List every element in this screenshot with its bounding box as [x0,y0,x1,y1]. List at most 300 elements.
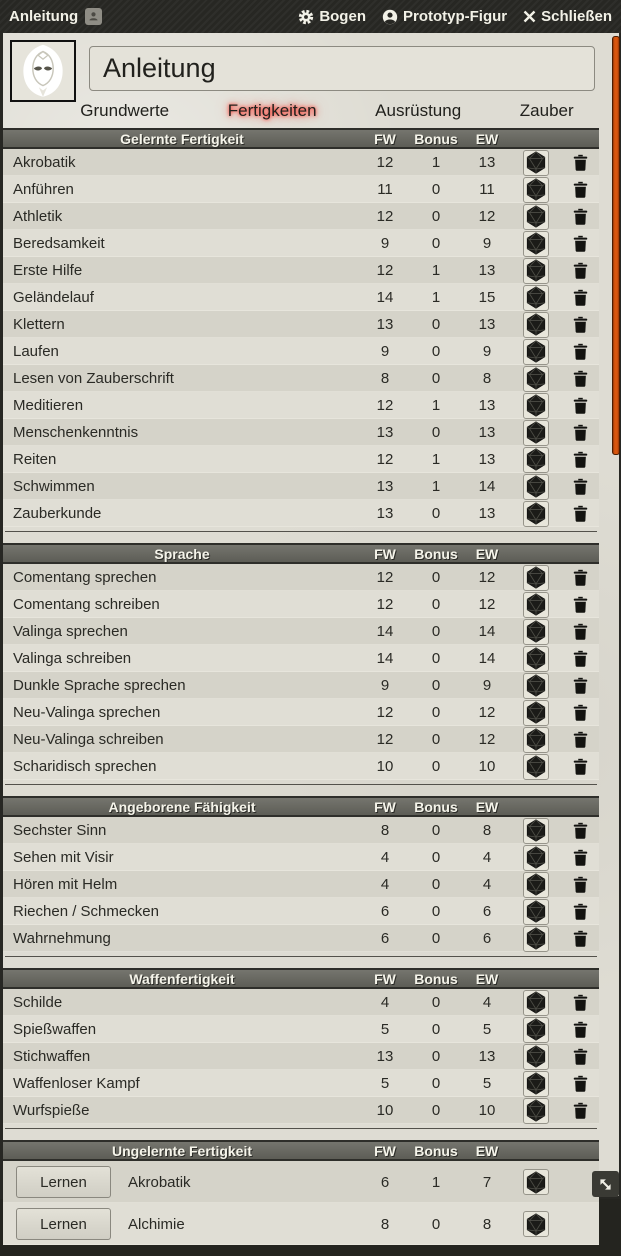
fw-value: 9 [380,343,390,360]
fw-value: 6 [380,903,390,920]
fw-value: 4 [380,849,390,866]
skill-name: Schilde [13,994,63,1011]
roll-dice-button[interactable] [523,872,549,898]
trash-icon [573,596,588,613]
roll-dice-button[interactable] [523,990,549,1016]
roll-dice-button[interactable] [523,447,549,473]
bonus-value: 0 [431,343,441,360]
delete-skill-button[interactable] [573,849,588,866]
skill-row [3,564,599,591]
d20-dice-icon [525,1171,547,1194]
delete-skill-button[interactable] [573,1021,588,1038]
fw-value: 12 [376,731,394,748]
d20-dice-icon [525,367,547,390]
skill-row [3,338,599,365]
skill-name: Comentang schreiben [13,596,160,613]
skill-name: Valinga schreiben [13,650,132,667]
skill-row [3,989,599,1016]
fw-value: 13 [376,478,394,495]
skill-name: Laufen [13,343,59,360]
d20-dice-icon [525,502,547,525]
skill-row [3,699,599,726]
roll-dice-button[interactable] [523,312,549,338]
trash-icon [573,154,588,171]
fw-value: 8 [380,1215,390,1233]
skill-row [3,817,599,844]
delete-skill-button[interactable] [573,235,588,252]
roll-dice-button[interactable] [523,845,549,871]
d20-dice-icon [525,701,547,724]
character-sheet-icon [85,8,102,25]
delete-skill-button[interactable] [573,596,588,613]
ew-value: 5 [482,1075,492,1092]
d20-dice-icon [525,728,547,751]
skill-name: Spießwaffen [13,1021,97,1038]
skill-name: Valinga sprechen [13,623,128,640]
skill-name: Geländelauf [13,289,94,306]
ew-value: 13 [478,424,496,441]
d20-dice-icon [525,448,547,471]
fw-value: 6 [380,1173,390,1191]
trash-icon [573,650,588,667]
trash-icon [573,903,588,920]
ew-value: 9 [482,235,492,252]
skill-row [3,392,599,419]
delete-skill-button[interactable] [573,1102,588,1119]
skill-row [3,898,599,925]
skill-sections [3,128,599,1256]
delete-skill-button[interactable] [573,289,588,306]
skill-row [3,726,599,753]
d20-dice-icon [525,232,547,255]
skill-row [3,871,599,898]
skill-row [3,203,599,230]
skill-row [3,672,599,699]
fw-value: 5 [380,1075,390,1092]
skill-section [3,968,599,1129]
skill-name: Athletik [13,208,63,225]
fw-value: 4 [380,994,390,1011]
col-ew: EW [475,1142,499,1159]
table-end-divider [5,1128,597,1129]
roll-dice-button[interactable] [523,258,549,284]
bonus-value: 0 [431,903,441,920]
ew-value: 13 [478,505,496,522]
delete-skill-button[interactable] [573,478,588,495]
d20-dice-icon [525,475,547,498]
delete-skill-button[interactable] [573,505,588,522]
delete-skill-button[interactable] [573,262,588,279]
trash-icon [573,822,588,839]
roll-dice-button[interactable] [523,339,549,365]
d20-dice-icon [525,620,547,643]
ew-value: 13 [478,316,496,333]
roll-dice-button[interactable] [523,1169,549,1195]
fw-value: 12 [376,397,394,414]
window-title: Anleitung [9,8,79,25]
skill-row [3,1043,599,1070]
skill-row [3,311,599,338]
d20-dice-icon [525,819,547,842]
ew-value: 4 [482,849,492,866]
delete-skill-button[interactable] [573,1048,588,1065]
trash-icon [573,994,588,1011]
skill-name: Zauberkunde [13,505,102,522]
roll-dice-button[interactable] [523,1098,549,1124]
roll-dice-button[interactable] [523,619,549,645]
trash-icon [573,849,588,866]
bonus-value: 0 [431,930,441,947]
skill-row [3,473,599,500]
roll-dice-button[interactable] [523,1211,549,1237]
table-header [3,968,599,989]
skill-name: Dunkle Sprache sprechen [13,677,186,694]
skill-name: Reiten [13,451,57,468]
trash-icon [573,316,588,333]
d20-dice-icon [525,927,547,950]
col-fw: FW [374,970,396,987]
bonus-value: 0 [431,758,441,775]
trash-icon [573,930,588,947]
delete-skill-button[interactable] [573,451,588,468]
d20-dice-icon [525,259,547,282]
col-ew: EW [475,545,499,562]
roll-dice-button[interactable] [523,646,549,672]
delete-skill-button[interactable] [573,876,588,893]
roll-dice-button[interactable] [523,1071,549,1097]
roll-dice-button[interactable] [523,727,549,753]
delete-skill-button[interactable] [573,316,588,333]
skill-name: Erste Hilfe [13,262,83,279]
ew-value: 4 [482,994,492,1011]
bonus-value: 0 [431,505,441,522]
skill-section [3,796,599,957]
delete-skill-button[interactable] [573,424,588,441]
close-icon [523,10,536,23]
ew-value: 10 [478,1102,496,1119]
skill-name: Hören mit Helm [13,876,118,893]
d20-dice-icon [525,421,547,444]
skill-row [3,753,599,780]
ew-value: 12 [478,208,496,225]
skill-row [3,925,599,952]
col-fw: FW [374,798,396,815]
fw-value: 12 [376,208,394,225]
roll-dice-button[interactable] [523,926,549,952]
delete-skill-button[interactable] [573,704,588,721]
ew-value: 15 [478,289,496,306]
roll-dice-button[interactable] [523,366,549,392]
tab-fertigkeiten[interactable]: Fertigkeiten [227,101,317,120]
trash-icon [573,623,588,640]
fw-value: 12 [376,569,394,586]
roll-dice-button[interactable] [523,393,549,419]
fw-value: 11 [377,181,393,198]
trash-icon [573,731,588,748]
ew-value: 12 [478,704,496,721]
skill-name: Waffenloser Kampf [13,1075,140,1092]
delete-skill-button[interactable] [573,677,588,694]
trash-icon [573,1102,588,1119]
roll-dice-button[interactable] [523,474,549,500]
delete-skill-button[interactable] [573,731,588,748]
d20-dice-icon [525,340,547,363]
figure-button[interactable]: Prototyp-Figur [382,8,507,25]
trash-icon [573,370,588,387]
skill-row [3,1161,599,1203]
skill-name: Comentang sprechen [13,569,157,586]
skill-row [3,446,599,473]
trash-icon [573,397,588,414]
character-name-input[interactable] [89,46,595,91]
skill-name: Beredsamkeit [13,235,105,252]
table-end-divider [5,956,597,957]
d20-dice-icon [525,900,547,923]
skill-row [3,1016,599,1043]
ew-value: 8 [482,1215,492,1233]
sheet-button[interactable]: Bogen [298,8,366,25]
trash-icon [573,758,588,775]
skill-name: Klettern [13,316,65,333]
fw-value: 12 [376,704,394,721]
col-bonus: Bonus [414,130,458,147]
fw-value: 4 [380,876,390,893]
trash-icon [573,289,588,306]
d20-dice-icon [525,205,547,228]
delete-skill-button[interactable] [573,343,588,360]
skill-row [3,149,599,176]
trash-icon [573,424,588,441]
roll-dice-button[interactable] [523,673,549,699]
section-title: Angeborene Fähigkeit [108,798,256,815]
ew-value: 13 [478,397,496,414]
roll-dice-button[interactable] [523,818,549,844]
d20-dice-icon [525,286,547,309]
diagonal-arrows-icon [597,1176,614,1193]
skill-name: Neu-Valinga sprechen [13,704,161,721]
section-title: Waffenfertigkeit [129,970,235,987]
ew-value: 4 [482,876,492,893]
roll-dice-button[interactable] [523,700,549,726]
close-button[interactable]: Schließen [523,8,612,25]
delete-skill-button[interactable] [573,208,588,225]
ew-value: 13 [478,1048,496,1065]
fw-value: 9 [380,677,390,694]
skill-name: Wahrnehmung [13,930,111,947]
trash-icon [573,181,588,198]
bonus-value: 0 [431,370,441,387]
skill-name: Scharidisch sprechen [13,758,157,775]
bonus-value: 0 [431,181,441,198]
fw-value: 13 [376,424,394,441]
roll-dice-button[interactable] [523,501,549,527]
skill-name: Menschenkenntnis [13,424,139,441]
skill-name: Neu-Valinga schreiben [13,731,164,748]
character-header [3,33,619,128]
character-sheet-panel [0,33,621,1233]
trash-icon [573,1048,588,1065]
delete-skill-button[interactable] [573,650,588,667]
bonus-value: 0 [431,424,441,441]
roll-dice-button[interactable] [523,177,549,203]
d20-dice-icon [525,151,547,174]
skill-name: Anführen [13,181,74,198]
skill-name: Akrobatik [13,154,76,171]
roll-dice-button[interactable] [523,231,549,257]
skill-name: Stichwaffen [13,1048,91,1065]
roll-dice-button[interactable] [523,285,549,311]
ew-value: 12 [478,569,496,586]
roll-dice-button[interactable] [523,1044,549,1070]
skill-name: Sechster Sinn [13,822,107,839]
roll-dice-button[interactable] [523,899,549,925]
skill-row [3,230,599,257]
delete-skill-button[interactable] [573,154,588,171]
scrollbar-thumb[interactable] [612,36,620,455]
section-title: Ungelernte Fertigkeit [111,1142,253,1159]
table-header [3,128,599,149]
trash-icon [573,451,588,468]
bonus-value: 1 [431,154,441,171]
table-header [3,796,599,817]
skill-row [3,419,599,446]
skill-name: Schwimmen [13,478,95,495]
delete-skill-button[interactable] [573,370,588,387]
tab-ausrüstung[interactable]: Ausrüstung [375,101,462,120]
delete-skill-button[interactable] [573,903,588,920]
ew-value: 13 [478,154,496,171]
d20-dice-icon [525,566,547,589]
col-fw: FW [374,1142,396,1159]
bonus-value: 0 [431,677,441,694]
resize-handle[interactable] [592,1171,619,1197]
tab-zauber[interactable]: Zauber [519,101,574,120]
trash-icon [573,1075,588,1092]
section-title: Gelernte Fertigkeit [120,130,244,147]
bonus-value: 0 [431,623,441,640]
bonus-value: 0 [431,208,441,225]
d20-dice-icon [525,674,547,697]
d20-dice-icon [525,873,547,896]
roll-dice-button[interactable] [523,1017,549,1043]
fw-value: 13 [376,505,394,522]
delete-skill-button[interactable] [573,994,588,1011]
fw-value: 6 [380,930,390,947]
bonus-value: 0 [431,822,441,839]
delete-skill-button[interactable] [573,822,588,839]
skill-name: Riechen / Schmecken [13,903,159,920]
table-end-divider [5,531,597,532]
ew-value: 13 [478,451,496,468]
skill-name: Alchimie [128,1215,185,1233]
bonus-value: 0 [431,994,441,1011]
roll-dice-button[interactable] [523,420,549,446]
delete-skill-button[interactable] [573,758,588,775]
gear-icon [298,9,314,25]
table-header [3,543,599,564]
delete-skill-button[interactable] [573,569,588,586]
skill-row [3,1097,599,1124]
tab-bar [3,99,603,123]
tab-grundwerte[interactable]: Grundwerte [80,101,170,120]
learn-button[interactable]: Lernen [16,1208,111,1240]
bonus-value: 0 [431,1021,441,1038]
fw-value: 9 [380,235,390,252]
d20-dice-icon [525,1072,547,1095]
skill-row [3,176,599,203]
bonus-value: 0 [431,731,441,748]
ew-value: 8 [482,370,492,387]
ew-value: 7 [482,1173,492,1191]
fw-value: 8 [380,822,390,839]
delete-skill-button[interactable] [573,623,588,640]
trash-icon [573,677,588,694]
col-ew: EW [475,130,499,147]
delete-skill-button[interactable] [573,397,588,414]
d20-dice-icon [525,593,547,616]
roll-dice-button[interactable] [523,565,549,591]
skill-row [3,284,599,311]
d20-dice-icon [525,647,547,670]
d20-dice-icon [525,394,547,417]
col-ew: EW [475,798,499,815]
fw-value: 12 [376,596,394,613]
delete-skill-button[interactable] [573,930,588,947]
skill-name: Meditieren [13,397,84,414]
fw-value: 13 [376,1048,394,1065]
bonus-value: 0 [431,316,441,333]
skill-row [3,365,599,392]
skill-section [3,128,599,532]
trash-icon [573,343,588,360]
skill-row [3,618,599,645]
delete-skill-button[interactable] [573,181,588,198]
ew-value: 14 [478,478,496,495]
trash-icon [573,876,588,893]
ew-value: 8 [482,822,492,839]
ew-value: 13 [478,262,496,279]
bonus-value: 0 [431,1075,441,1092]
section-title: Sprache [154,545,210,562]
ew-value: 6 [482,930,492,947]
d20-dice-icon [525,1099,547,1122]
roll-dice-button[interactable] [523,592,549,618]
skill-section [3,543,599,785]
delete-skill-button[interactable] [573,1075,588,1092]
fw-value: 14 [376,650,394,667]
d20-dice-icon [525,1213,547,1236]
fw-value: 13 [376,316,394,333]
ew-value: 9 [482,343,492,360]
col-bonus: Bonus [414,798,458,815]
d20-dice-icon [525,313,547,336]
bonus-value: 0 [431,650,441,667]
col-bonus: Bonus [414,545,458,562]
fw-value: 10 [376,758,394,775]
skill-row [3,591,599,618]
col-bonus: Bonus [414,1142,458,1159]
skill-name: Wurfspieße [13,1102,90,1119]
skill-name: Lesen von Zauberschrift [13,370,174,387]
learn-button[interactable]: Lernen [16,1166,111,1198]
bonus-value: 0 [431,235,441,252]
roll-dice-button[interactable] [523,204,549,230]
roll-dice-button[interactable] [523,150,549,176]
character-avatar[interactable] [10,40,76,102]
roll-dice-button[interactable] [523,754,549,780]
skill-row [3,1070,599,1097]
bonus-value: 1 [431,451,441,468]
